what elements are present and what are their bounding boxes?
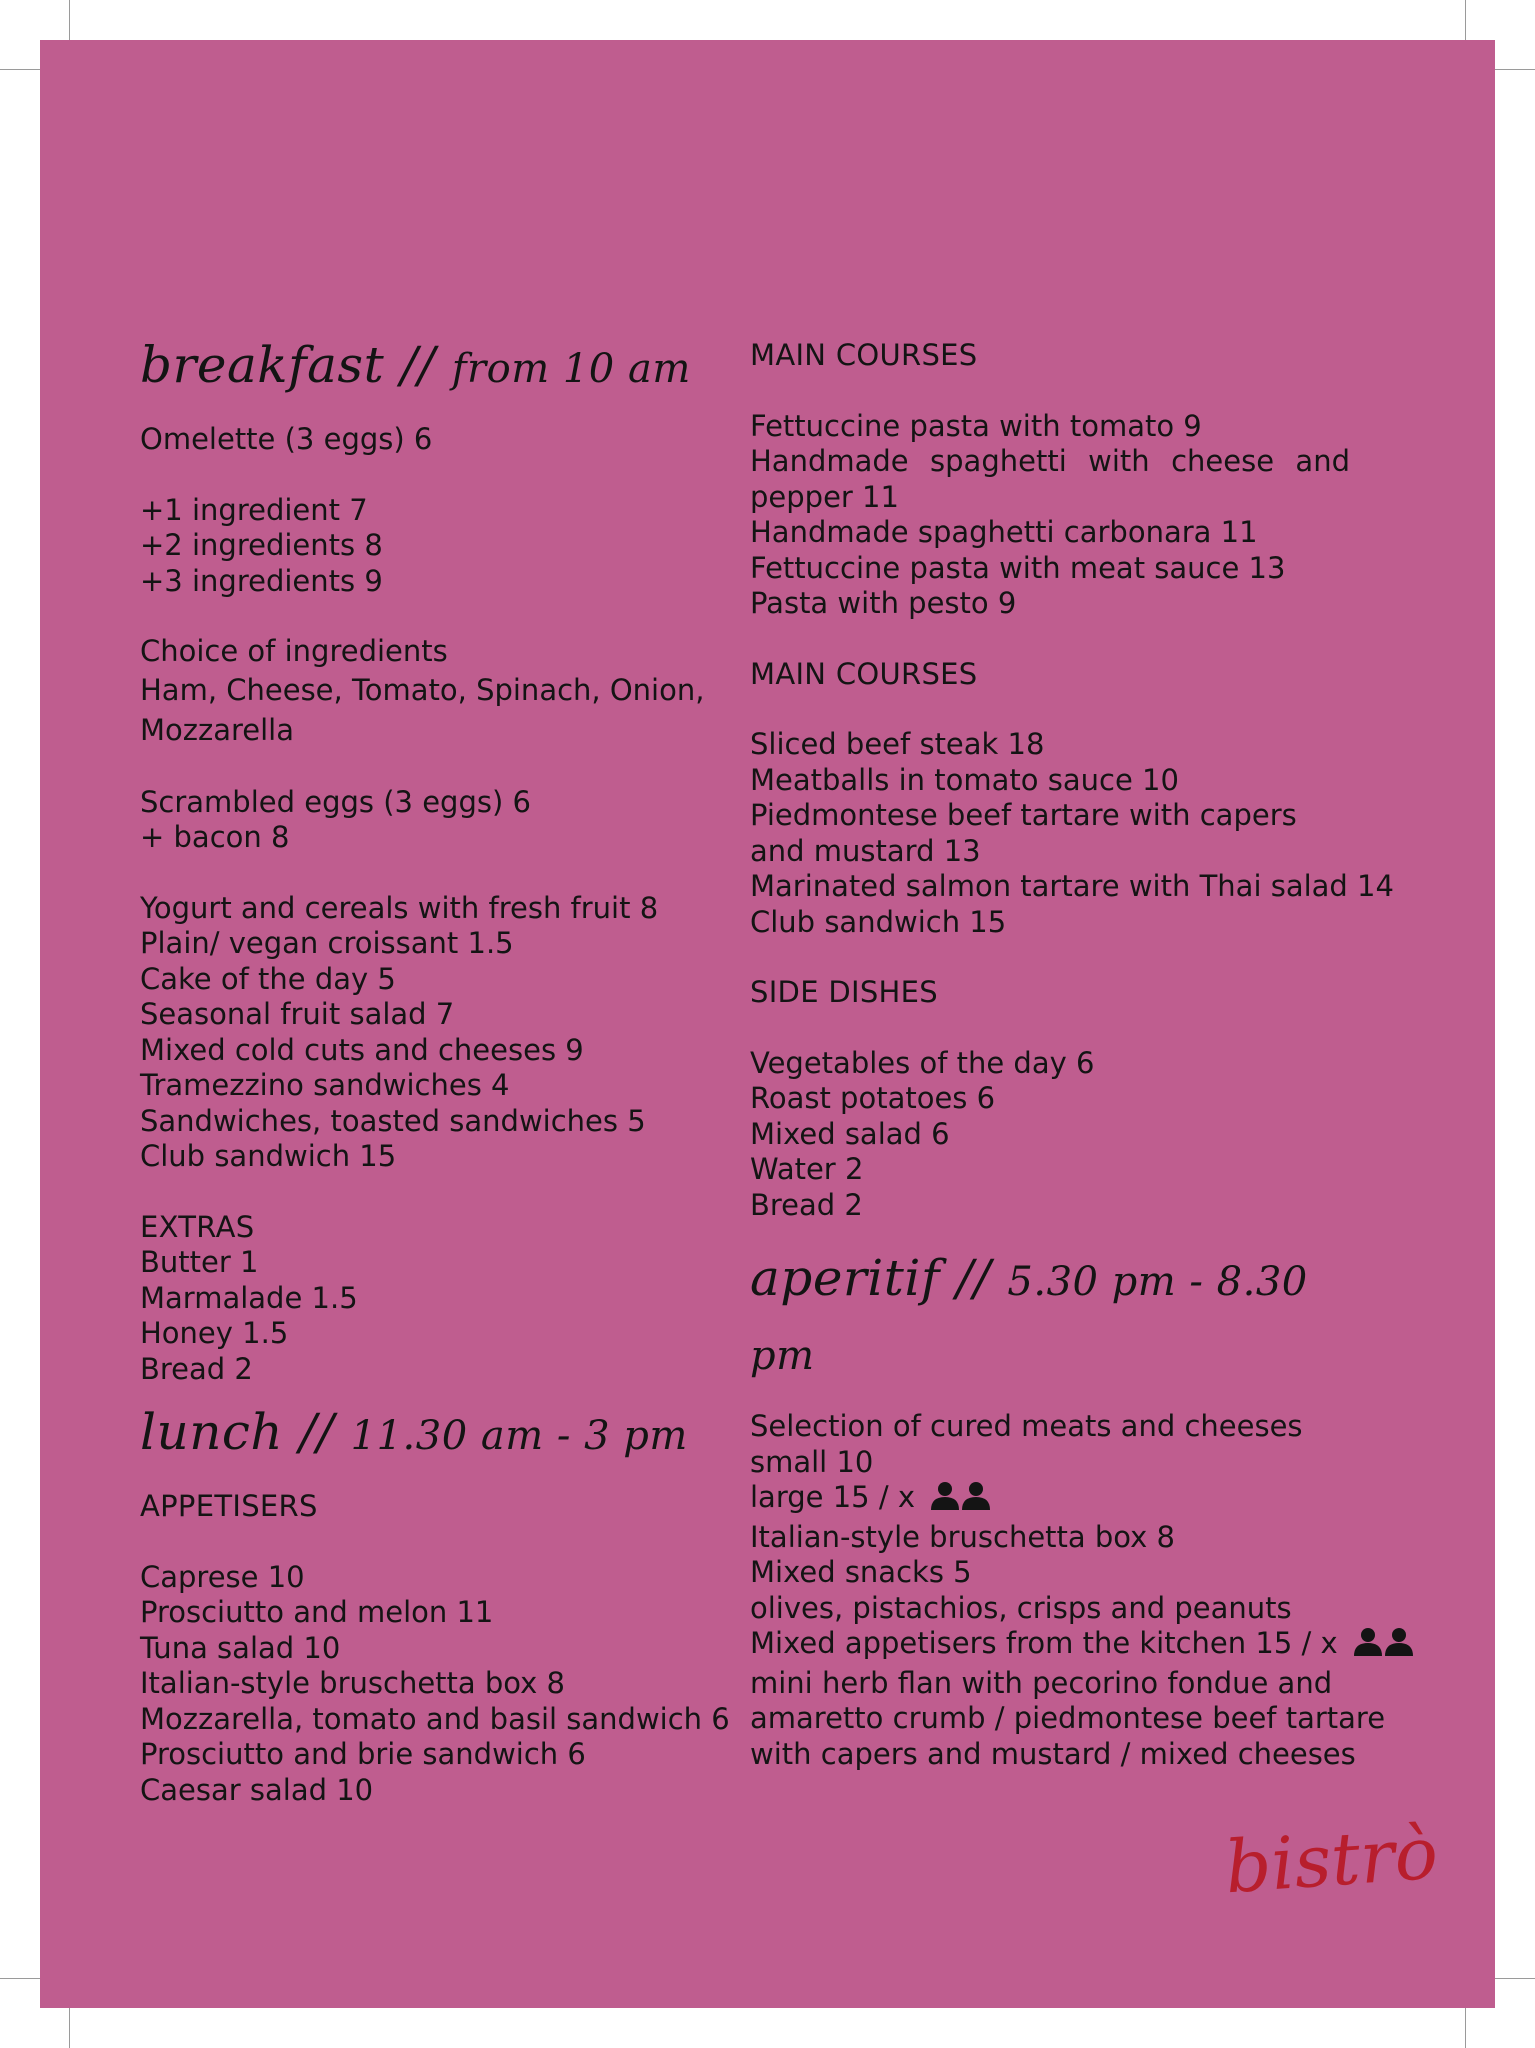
breakfast-time: from 10 am xyxy=(451,346,691,392)
appetisers-heading: APPETISERS xyxy=(140,1489,318,1523)
main-course-item: Handmade spaghetti carbonara 11 xyxy=(750,515,1258,549)
aperitif-time: 5.30 pm - 8.30 pm xyxy=(750,1259,1308,1379)
aperitif-separator: // xyxy=(956,1249,991,1307)
main-course-item: Sliced beef steak 18 xyxy=(750,727,1045,761)
aperitif-description: mini herb flan with pecorino fondue and xyxy=(750,1665,1333,1700)
side-dishes-heading: SIDE DISHES xyxy=(750,975,938,1009)
left-column xyxy=(140,330,730,1808)
side-dish-item: Bread 2 xyxy=(750,1187,863,1222)
omelette-item: Omelette (3 eggs) 6 xyxy=(140,422,433,456)
breakfast-item: Mixed cold cuts and cheeses 9 xyxy=(140,1032,584,1067)
appetiser-item: Mozzarella, tomato and basil sandwich 6 xyxy=(140,1701,730,1736)
crop-mark xyxy=(1465,2002,1466,2048)
extras-heading: EXTRAS xyxy=(140,1209,255,1244)
aperitif-item: small 10 xyxy=(750,1444,874,1479)
aperitif-item: Mixed snacks 5 xyxy=(750,1555,972,1589)
breakfast-item: Plain/ vegan croissant 1.5 xyxy=(140,926,514,960)
main-course-item: Handmade spaghetti with cheese and pepper 11 xyxy=(750,444,1350,514)
breakfast-item: Yogurt and cereals with fresh fruit 8 xyxy=(140,890,659,925)
breakfast-separator: // xyxy=(400,336,436,394)
aperitif-item: Selection of cured meats and cheeses xyxy=(750,1409,1303,1443)
extras-item: Bread 2 xyxy=(140,1351,253,1386)
breakfast-item: Sandwiches, toasted sandwiches 5 xyxy=(140,1103,646,1138)
appetiser-item: Prosciutto and melon 11 xyxy=(140,1595,494,1629)
appetiser-item: Caprese 10 xyxy=(140,1559,305,1594)
two-people-icon xyxy=(930,1481,992,1520)
lunch-separator: // xyxy=(299,1403,335,1461)
lunch-time: 11.30 am - 3 pm xyxy=(350,1413,688,1459)
lunch-script: lunch xyxy=(140,1403,284,1461)
bistro-logo: bistrò xyxy=(1222,1810,1441,1910)
side-dish-item: Water 2 xyxy=(750,1152,864,1186)
crop-mark xyxy=(1489,1978,1535,1979)
main-courses-heading: MAIN COURSES xyxy=(750,656,978,691)
breakfast-item: Club sandwich 15 xyxy=(140,1139,397,1173)
main-course-item: Piedmontese beef tartare with capers and mustard 13 xyxy=(750,798,1297,868)
lunch-title xyxy=(140,1397,720,1471)
appetiser-item: Tuna salad 10 xyxy=(140,1630,341,1665)
aperitif-item-kitchen xyxy=(750,1626,1350,1666)
aperitif-item-large xyxy=(750,1480,1350,1520)
scrambled-item: + bacon 8 xyxy=(140,820,290,854)
aperitif-kitchen-label: Mixed appetisers from the kitchen 15 / x xyxy=(750,1626,1338,1660)
appetiser-item: Italian-style bruschetta box 8 xyxy=(140,1666,565,1700)
breakfast-item: Seasonal fruit salad 7 xyxy=(140,997,455,1031)
aperitif-item: Italian-style bruschetta box 8 xyxy=(750,1519,1175,1554)
side-dish-item: Mixed salad 6 xyxy=(750,1116,950,1151)
side-dish-item: Roast potatoes 6 xyxy=(750,1081,996,1115)
aperitif-large-label: large 15 / x xyxy=(750,1480,915,1514)
main-course-item: Club sandwich 15 xyxy=(750,904,1007,939)
choice-list: Ham, Cheese, Tomato, Spinach, Onion, xyxy=(140,672,705,707)
choice-list: Mozzarella xyxy=(140,712,294,747)
breakfast-title xyxy=(140,330,720,404)
choice-label: Choice of ingredients xyxy=(140,634,448,668)
extras-item: Honey 1.5 xyxy=(140,1316,289,1350)
extras-item: Butter 1 xyxy=(140,1245,259,1279)
main-course-item: Marinated salmon tartare with Thai salad 14 xyxy=(750,869,1394,903)
two-people-icon xyxy=(1353,1627,1415,1666)
breakfast-item: Tramezzino sandwiches 4 xyxy=(140,1068,510,1102)
breakfast-script: breakfast xyxy=(140,336,385,394)
crop-mark xyxy=(69,2002,70,2048)
main-course-item: Pasta with pesto 9 xyxy=(750,586,1017,620)
omelette-option: +3 ingredients 9 xyxy=(140,563,383,598)
aperitif-title xyxy=(750,1243,1350,1391)
aperitif-script: aperitif xyxy=(750,1249,940,1307)
side-dish-item: Vegetables of the day 6 xyxy=(750,1045,1095,1080)
breakfast-item: Cake of the day 5 xyxy=(140,961,396,996)
aperitif-description: olives, pistachios, crisps and peanuts xyxy=(750,1590,1292,1625)
crop-mark xyxy=(1489,69,1535,70)
main-course-item: Fettuccine pasta with meat sauce 13 xyxy=(750,550,1286,585)
right-column xyxy=(750,338,1394,1772)
aperitif-description: with capers and mustard / mixed cheeses xyxy=(750,1736,1356,1771)
extras-item: Marmalade 1.5 xyxy=(140,1280,358,1315)
omelette-option: +1 ingredient 7 xyxy=(140,492,368,527)
main-course-item: Fettuccine pasta with tomato 9 xyxy=(750,408,1202,443)
main-courses-heading: MAIN COURSES xyxy=(750,338,978,372)
scrambled-item: Scrambled eggs (3 eggs) 6 xyxy=(140,784,531,819)
appetiser-item: Caesar salad 10 xyxy=(140,1772,374,1807)
appetiser-item: Prosciutto and brie sandwich 6 xyxy=(140,1737,586,1771)
omelette-option: +2 ingredients 8 xyxy=(140,528,383,562)
main-course-item: Meatballs in tomato sauce 10 xyxy=(750,762,1179,797)
aperitif-description: amaretto crumb / piedmontese beef tartare xyxy=(750,1701,1386,1735)
